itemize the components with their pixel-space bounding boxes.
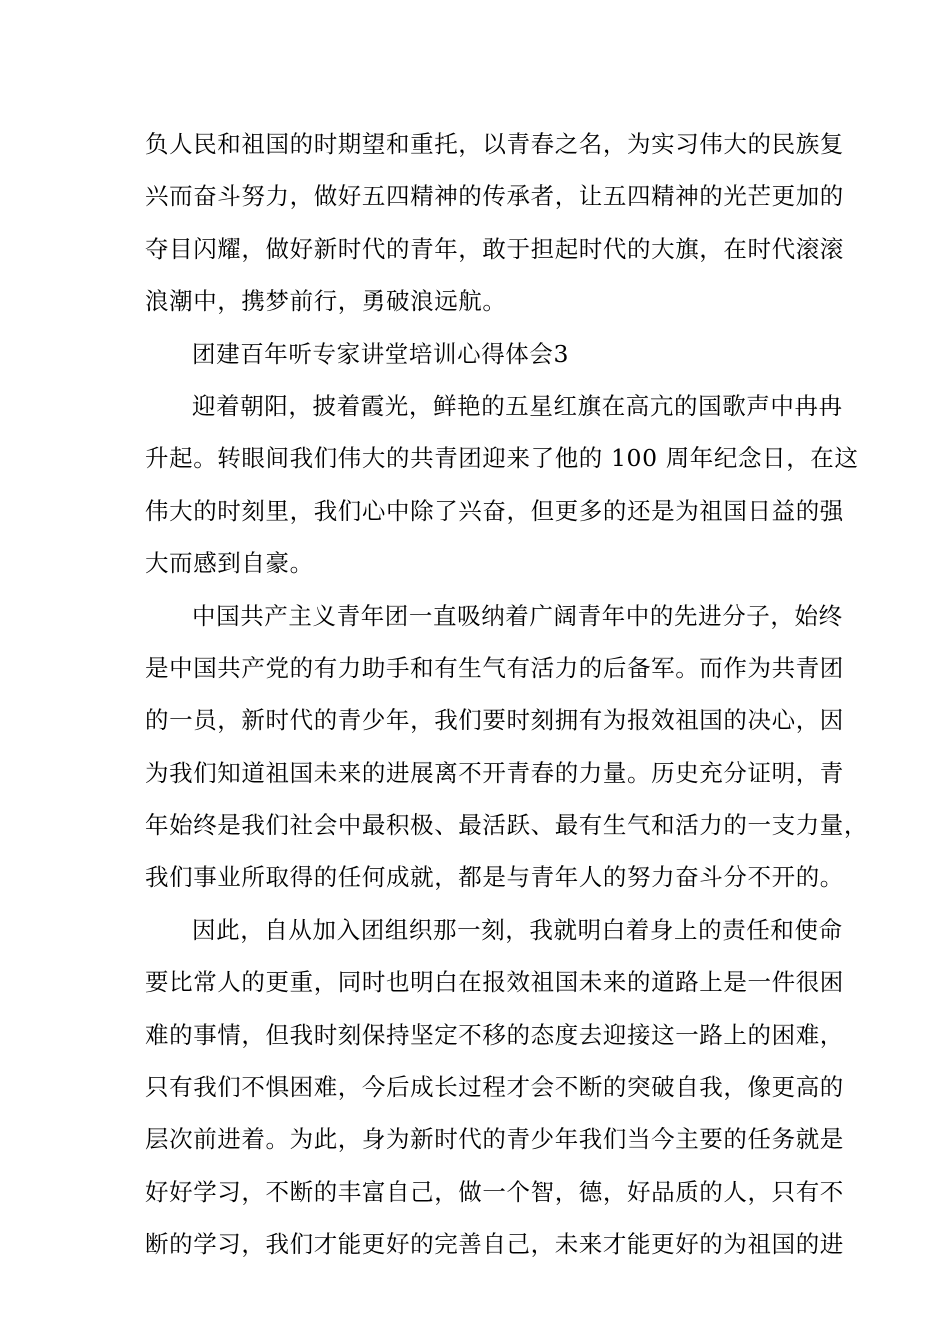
text-line: 夺目闪耀，做好新时代的青年，敢于担起时代的大旗，在时代滚滚: [145, 234, 844, 263]
text-line: 断的学习，我们才能更好的完善自己，未来才能更好的为祖国的进: [145, 1230, 844, 1259]
text-line: 升起。转眼间我们伟大的共青团迎来了他的 100 周年纪念日，在这: [145, 444, 859, 473]
text-line: 我们事业所取得的任何成就，都是与青年人的努力奋斗分不开的。: [145, 863, 844, 892]
text-line: 因此，自从加入团组织那一刻，我就明白着身上的责任和使命: [192, 915, 843, 944]
text-line: 为我们知道祖国未来的进展离不开青春的力量。历史充分证明，青: [145, 758, 844, 787]
text-line: 伟大的时刻里，我们心中除了兴奋，但更多的还是为祖国日益的强: [145, 496, 844, 525]
text-line: 兴而奋斗努力，做好五四精神的传承者，让五四精神的光芒更加的: [145, 182, 844, 211]
text-line: 中国共产主义青年团一直吸纳着广阔青年中的先进分子，始终: [192, 601, 843, 630]
text-line: 大而感到自豪。: [145, 549, 314, 578]
text-line: 负人民和祖国的时期望和重托，以青春之名，为实习伟大的民族复: [145, 130, 844, 158]
text-line: 只有我们不惧困难，今后成长过程才会不断的突破自我，像更高的: [145, 1073, 844, 1102]
text-line: 浪潮中，携梦前行，勇破浪远航。: [145, 287, 507, 316]
text-line: 的一员，新时代的青少年，我们要时刻拥有为报效祖国的决心，因: [145, 706, 844, 735]
text-line: 要比常人的更重，同时也明白在报效祖国未来的道路上是一件很困: [145, 968, 844, 997]
text-line: 难的事情，但我时刻保持坚定不移的态度去迎接这一路上的困难，: [145, 1020, 844, 1049]
text-line: 是中国共产党的有力助手和有生气有活力的后备军。而作为共青团: [145, 653, 844, 682]
text-line: 迎着朝阳，披着霞光，鲜艳的五星红旗在高亢的国歌声中冉冉: [192, 391, 843, 420]
text-line: 团建百年听专家讲堂培训心得体会3: [192, 339, 570, 368]
text-line: 层次前进着。为此，身为新时代的青少年我们当今主要的任务就是: [145, 1125, 844, 1154]
document-body: [145, 118, 868, 1271]
text-line: 好好学习，不断的丰富自己，做一个智，德，好品质的人，只有不: [145, 1177, 844, 1206]
text-line: 年始终是我们社会中最积极、最活跃、最有生气和活力的一支力量，: [145, 811, 868, 840]
